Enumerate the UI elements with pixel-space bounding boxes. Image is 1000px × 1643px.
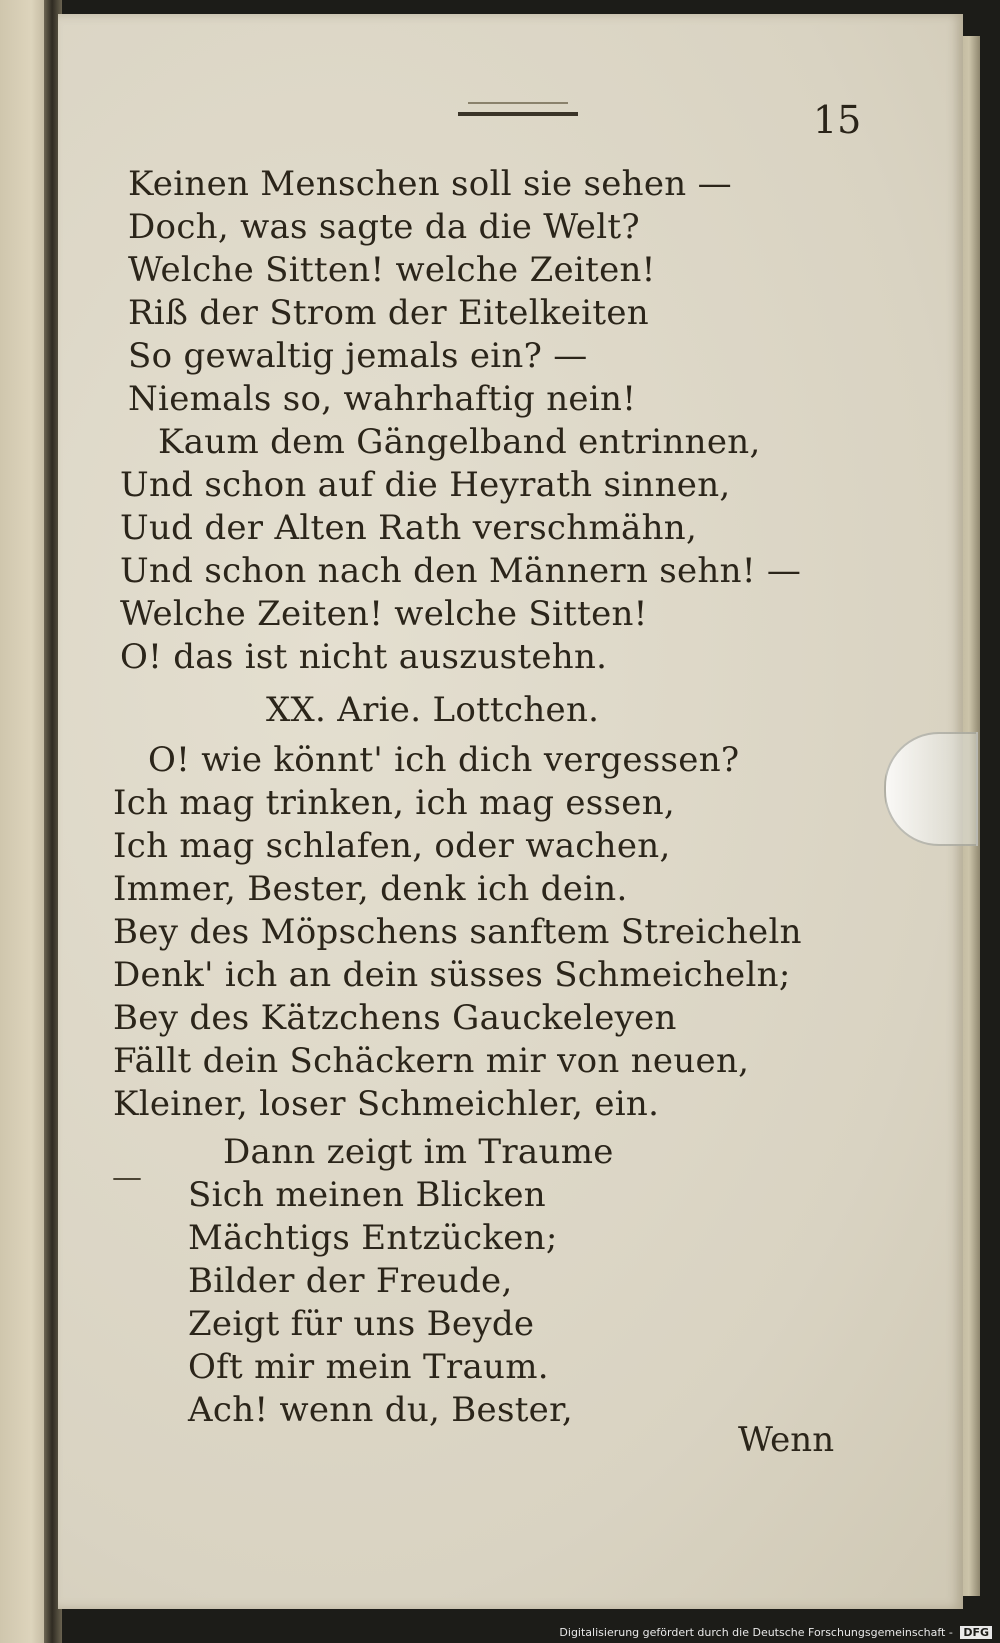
verse-line: Dann zeigt im Traume [223,1132,614,1172]
verse-line: Uud der Alten Rath verschmähn, [120,508,698,548]
verse-line: Bey des Kätzchens Gauckeleyen [113,998,677,1038]
verse-line: Bey des Möpschens sanftem Streicheln [113,912,802,952]
verse-line: Immer, Bester, denk ich dein. [113,869,628,909]
verse-line: Denk' ich an dein süsses Schmeicheln; [113,955,791,995]
verse-line: Zeigt für uns Beyde [188,1304,535,1344]
page-text [58,14,963,1609]
verse-line: Und schon auf die Heyrath sinnen, [120,465,731,505]
digitization-footer [559,1626,992,1639]
verse-line: Welche Zeiten! welche Sitten! [120,594,648,634]
verse-line: Ich mag schlafen, oder wachen, [113,826,671,866]
verse-line: Ach! wenn du, Bester, [188,1390,574,1430]
verse-line: So gewaltig jemals ein? — [128,336,588,376]
verse-line: Und schon nach den Männern sehn! — [120,551,802,591]
verse-line: O! das ist nicht auszustehn. [120,637,608,677]
verse-line: Keinen Menschen soll sie sehen — [128,164,732,204]
verse-line: O! wie könnt' ich dich vergessen? [148,740,740,780]
section-heading: XX. Arie. Lottchen. [266,690,600,730]
margin-dash: — [112,1160,142,1195]
verse-line: Riß der Strom der Eitelkeiten [128,293,649,333]
verse-line: Welche Sitten! welche Zeiten! [128,250,656,290]
page-number: 15 [813,98,862,142]
verse-line: Bilder der Freude, [188,1261,513,1301]
verse-line: Mächtigs Entzücken; [188,1218,558,1258]
verse-line: Kaum dem Gängelband entrinnen, [158,422,761,462]
footer-text: Digitalisierung gefördert durch die Deutsche Forschungsgemeinschaft - [559,1626,953,1639]
book-page [58,14,963,1609]
verse-line: Doch, was sagte da die Welt? [128,207,640,247]
verse-line: Niemals so, wahrhaftig nein! [128,379,637,419]
dfg-logo: DFG [960,1626,992,1639]
verse-line: Fällt dein Schäckern mir von neuen, [113,1041,750,1081]
verse-line: Oft mir mein Traum. [188,1347,549,1387]
verse-line: Sich meinen Blicken [188,1175,546,1215]
catchword: Wenn [738,1420,835,1460]
verse-line: Ich mag trinken, ich mag essen, [113,783,676,823]
verse-line: Kleiner, loser Schmeichler, ein. [113,1084,660,1124]
